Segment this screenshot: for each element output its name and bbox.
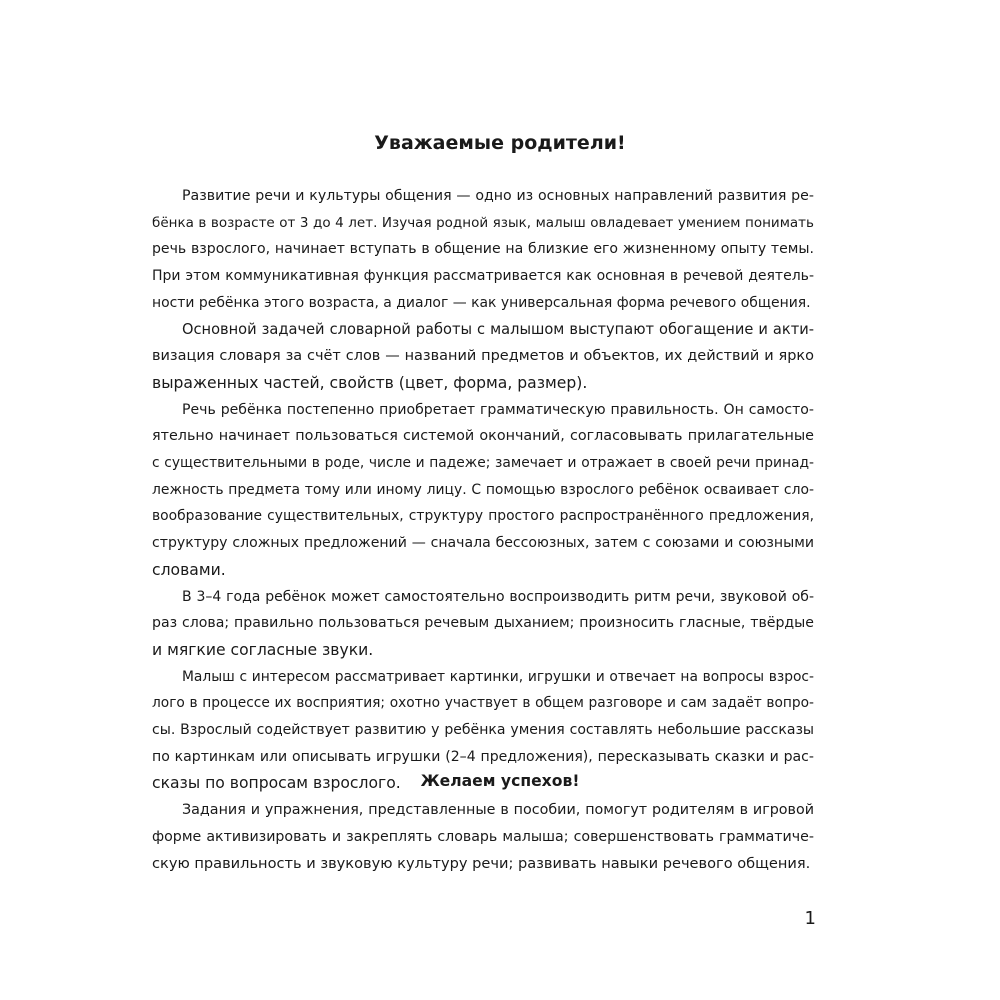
paragraph-line: раз слова; правильно пользоваться речевым дыханием; произносить гласные, твёрдые <box>152 615 814 632</box>
paragraph-line: Речь ребёнка постепенно приобретает грамматическую правильность. Он самосто- <box>182 401 814 418</box>
paragraph-line: визация словаря за счёт слов — названий предметов и объектов, их действий и ярко <box>152 348 814 365</box>
paragraph-line: словами. <box>152 560 226 579</box>
paragraph-line: выраженных частей, свойств (цвет, форма, размер). <box>152 373 588 392</box>
paragraph-line: лежность предмета тому или иному лицу. С помощью взрослого ребёнок осваивает сло- <box>152 481 814 498</box>
paragraph-line: речь взрослого, начинает вступать в общение на близкие его жизненному опыту темы. <box>152 241 814 258</box>
page-number: 1 <box>804 908 816 929</box>
paragraph-line: скую правильность и звуковую культуру речи; развивать навыки речевого общения. <box>152 854 811 872</box>
paragraph-line: В 3–4 года ребёнок может самостоятельно воспроизводить ритм речи, звуковой об- <box>182 588 814 605</box>
paragraph-line: При этом коммуникативная функция рассматривается как основная в речевой деятель- <box>152 268 814 285</box>
paragraph-line: вообразование существительных, структуру простого распространённого предложения, <box>152 508 814 525</box>
paragraph <box>152 397 814 584</box>
paragraph-line: сказы по вопросам взрослого. <box>152 774 401 793</box>
paragraph <box>152 183 814 317</box>
paragraph-line: форме активизировать и закреплять словарь малыша; совершенствовать грамматиче- <box>152 828 814 845</box>
paragraph-line: Задания и упражнения, представленные в пособии, помогут родителям в игровой <box>182 802 814 819</box>
paragraph-line: Основной задачей словарной работы с малышом выступают обогащение и акти- <box>182 320 814 338</box>
paragraph-line: Развитие речи и культуры общения — одно из основных направлений развития ре- <box>182 188 814 204</box>
paragraph-line: ности ребёнка этого возраста, а диалог — как универсальная форма речевого общения. <box>152 294 811 311</box>
page-heading: Уважаемые родители! <box>374 132 626 154</box>
paragraph <box>152 797 814 877</box>
paragraph <box>152 317 814 397</box>
paragraph-line: с существительными в роде, числе и падеже; замечает и отражает в своей речи принад- <box>152 455 814 472</box>
paragraph-line: сы. Взрослый содействует развитию у ребёнка умения составлять небольшие рассказы <box>152 722 814 739</box>
paragraph-line: ятельно начинает пользоваться системой окончаний, согласовывать прилагательные <box>152 428 814 445</box>
paragraph <box>152 584 814 664</box>
paragraph-line: лого в процессе их восприятия; охотно участвует в общем разговоре и сам задаёт вопро- <box>152 695 814 712</box>
paragraph-line: по картинкам или описывать игрушки (2–4 предложения), пересказывать сказки и рас- <box>152 748 814 765</box>
paragraph-line: и мягкие согласные звуки. <box>152 640 374 659</box>
paragraph-line: Малыш с интересом рассматривает картинки, игрушки и отвечает на вопросы взрос- <box>182 668 814 685</box>
closing-line: Желаем успехов! <box>420 772 580 790</box>
paragraph-line: структуру сложных предложений — сначала бессоюзных, затем с союзами и союзными <box>152 535 814 552</box>
paragraph-line: бёнка в возрасте от 3 до 4 лет. Изучая родной язык, малыш овладевает умением понимать <box>152 214 814 231</box>
